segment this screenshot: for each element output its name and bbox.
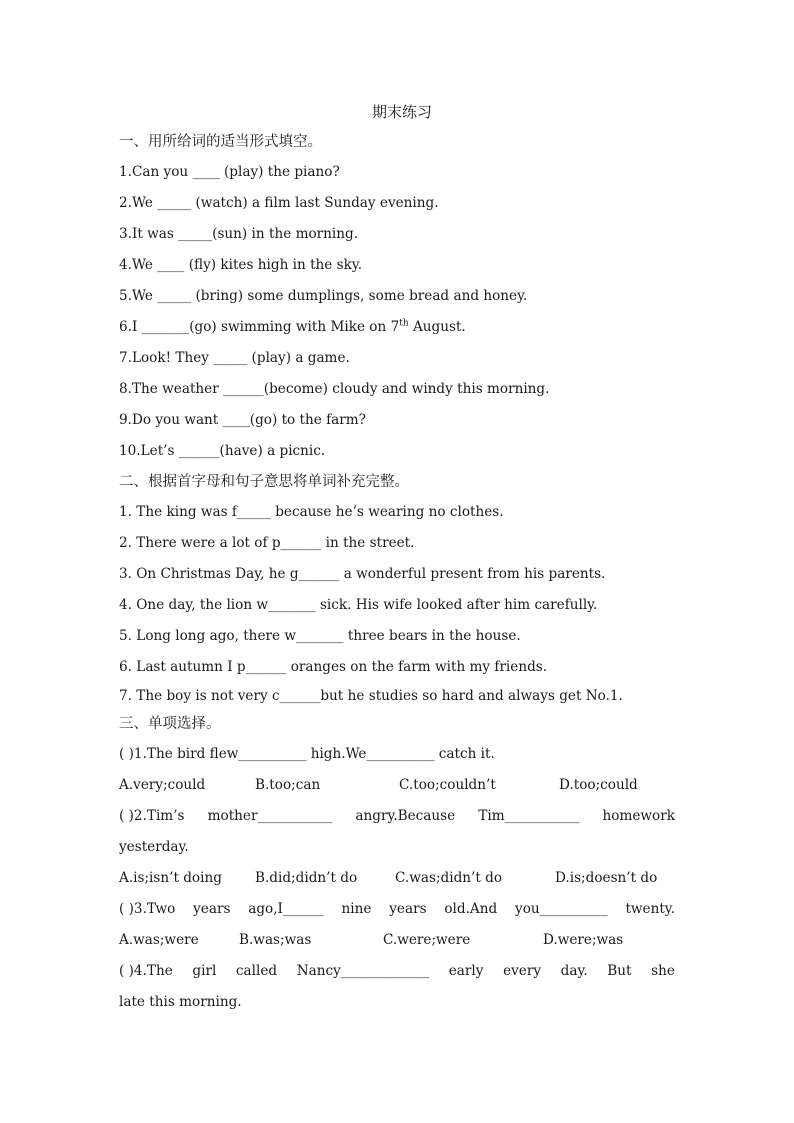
q2-stem-part: angry.Because [355, 808, 456, 824]
q4-stem-part: early [448, 963, 484, 979]
s1-item-6-sup: th [399, 318, 409, 329]
s1-item-1: 1.Can you ____ (play) the piano? [119, 164, 340, 180]
q3-stem [119, 894, 675, 925]
q3-stem-part: ago,I______ [248, 901, 324, 917]
q3-option-c: C.were;were [383, 932, 471, 948]
q4-stem-part: Nancy_____________ [296, 963, 430, 979]
q3-option-b: B.was;was [239, 932, 312, 948]
q4-stem-part: called [235, 963, 278, 979]
q2-stem-part: mother___________ [207, 808, 333, 824]
q1-option-c: C.too;couldn’t [399, 777, 496, 793]
q2-option-c: C.was;didn’t do [395, 870, 503, 886]
s1-item-2: 2.We _____ (watch) a film last Sunday evening. [119, 195, 439, 211]
s1-item-4: 4.We ____ (fly) kites high in the sky. [119, 257, 363, 273]
q3-stem-part: years [389, 901, 427, 917]
q3-option-a: A.was;were [119, 932, 199, 948]
q2-stem-part: ( )2.Tim’s [119, 808, 185, 824]
q4-stem-part: ( )4.The [119, 963, 173, 979]
section3-heading: 三、单项选择。 [119, 716, 221, 732]
q4-stem [119, 956, 675, 987]
q3-stem-part: ( )3.Two [119, 901, 176, 917]
worksheet [119, 100, 675, 1018]
s2-item-7: 7. The boy is not very c______but he studies so hard and always get No.1. [119, 688, 623, 704]
q3-option-d: D.were;was [543, 932, 624, 948]
s1-item-9: 9.Do you want ____(go) to the farm? [119, 412, 366, 428]
q3-stem-part: nine [341, 901, 372, 917]
s2-item-3: 3. On Christmas Day, he g______ a wonderful present from his parents. [119, 566, 606, 582]
s1-item-6-text: 6.I _______(go) swimming with Mike on 7 [119, 319, 400, 335]
q2-stem [119, 801, 675, 832]
q2-option-a: A.is;isn’t doing [119, 870, 222, 886]
q3-stem-part: you__________ [515, 901, 608, 917]
q3-options [119, 925, 675, 956]
s2-item-4: 4. One day, the lion w_______ sick. His wife looked after him carefully. [119, 597, 598, 613]
s1-item-5: 5.We _____ (bring) some dumplings, some bread and honey. [119, 288, 528, 304]
q2-stem-cont: yesterday. [119, 839, 189, 855]
q4-stem-part: she [651, 963, 675, 979]
s2-item-5: 5. Long long ago, there w_______ three bears in the house. [119, 628, 521, 644]
q2-option-b: B.did;didn’t do [255, 870, 358, 886]
s2-item-2: 2. There were a lot of p______ in the street. [119, 535, 415, 551]
q1-option-d: D.too;could [559, 777, 638, 793]
q4-stem-part: every [503, 963, 542, 979]
s2-item-1: 1. The king was f_____ because he’s wearing no clothes. [119, 504, 504, 520]
q4-stem-part: But [607, 963, 632, 979]
s1-item-8: 8.The weather ______(become) cloudy and windy this morning. [119, 381, 550, 397]
s1-item-6-tail: August. [408, 319, 466, 335]
q2-stem-part: Tim___________ [478, 808, 580, 824]
q3-stem-part: old.And [444, 901, 498, 917]
q2-stem-part: homework [602, 808, 675, 824]
section1-heading: 一、用所给词的适当形式填空。 [119, 134, 322, 150]
q1-option-b: B.too;can [255, 777, 321, 793]
q3-stem-part: years [193, 901, 231, 917]
s1-item-7: 7.Look! They _____ (play) a game. [119, 350, 350, 366]
s1-item-6 [119, 312, 675, 343]
q2-option-d: D.is;doesn’t do [555, 870, 658, 886]
q4-stem-cont: late this morning. [119, 994, 242, 1010]
s2-item-6: 6. Last autumn I p______ oranges on the farm with my friends. [119, 659, 548, 675]
s1-item-3: 3.It was _____(sun) in the morning. [119, 226, 359, 242]
q2-options [119, 863, 675, 894]
q1-options [119, 770, 675, 801]
q1-stem: ( )1.The bird flew__________ high.We__________ catch it. [119, 746, 495, 762]
page-title: 期末练习 [371, 103, 432, 121]
s1-item-10: 10.Let’s ______(have) a picnic. [119, 443, 326, 459]
q4-stem-part: day. [560, 963, 588, 979]
q4-stem-part: girl [192, 963, 217, 979]
q3-stem-part: twenty. [625, 901, 675, 917]
section2-heading: 二、根据首字母和句子意思将单词补充完整。 [119, 474, 409, 490]
q1-option-a: A.very;could [119, 777, 206, 793]
